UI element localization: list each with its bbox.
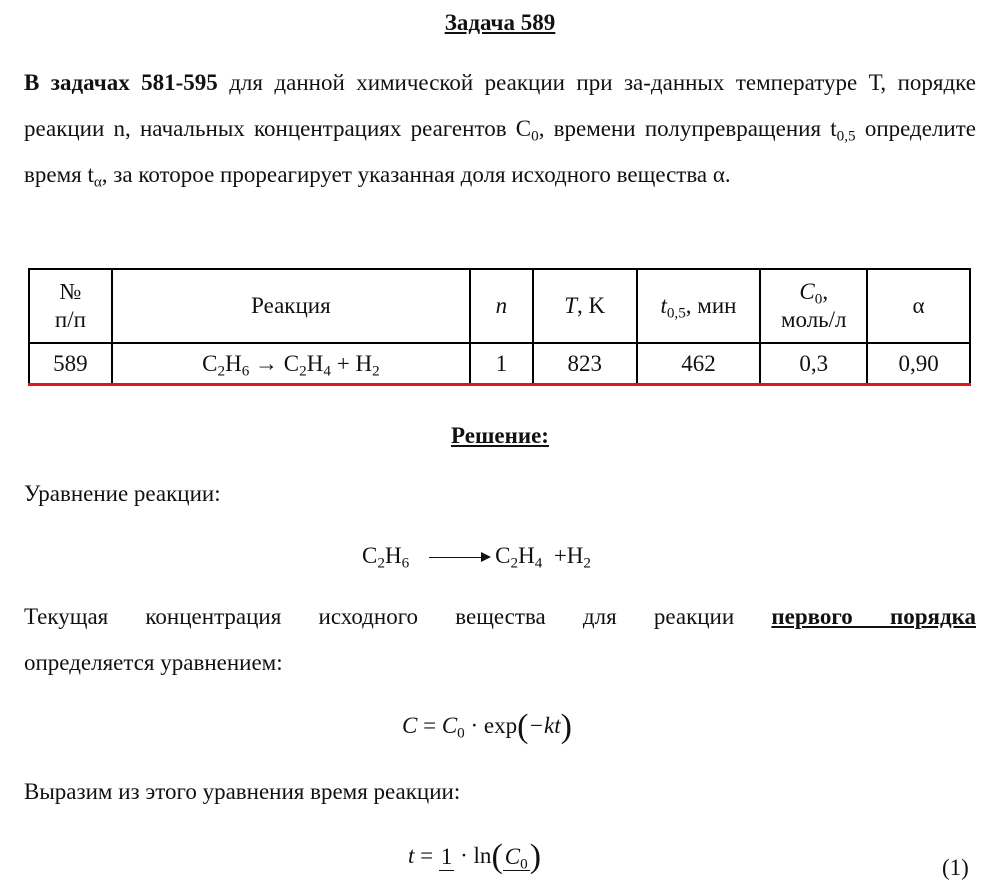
table-row	[29, 343, 970, 385]
solution-heading: Решение:	[451, 423, 549, 448]
intro-bold: В задачах 581-595	[24, 70, 218, 95]
intro-text4: , за которое прореагирует указанная доля исходного вещества α.	[101, 162, 731, 187]
intro-ta-sub: α	[93, 173, 102, 191]
fraction-one-over-k: 1	[440, 844, 453, 870]
reaction-equation: $C_2H_6$ $C_2H_4 +H_2$	[362, 543, 591, 572]
header-n: n	[470, 269, 533, 343]
equation-label: Уравнение реакции:	[24, 481, 221, 506]
reaction-arrow-icon: →	[255, 351, 279, 376]
concentration-paragraph-line1: Текущая концентрация исходного вещества для реакции первого порядка	[24, 604, 976, 629]
concentration-formula: $C = C_0 \cdot \exp(-kt)$	[402, 708, 572, 745]
header-temperature: T, K	[533, 269, 637, 343]
cell-temperature: 823	[533, 343, 637, 385]
intro-c0-sub: 0	[531, 127, 539, 145]
header-reaction: Реакция	[112, 269, 470, 343]
problem-title: Задача 589	[444, 10, 556, 35]
table-header-row	[29, 269, 970, 343]
cell-half-life: 462	[637, 343, 761, 385]
equation-number: (1)	[942, 855, 969, 880]
intro-text3: определите время t	[24, 116, 976, 187]
header-number: № п/п	[29, 269, 112, 343]
express-time-text: Выразим из этого уравнения время реакции:	[24, 779, 461, 804]
concentration-paragraph-line2: определяется уравнением:	[24, 650, 283, 675]
intro-text: для данной химической реакции при за-данных температуре Т, порядке реакции n, начальных концентрациях реагентов С	[24, 70, 976, 141]
cell-number: 589	[29, 343, 112, 385]
header-concentration: $C_0$, моль/л	[760, 269, 867, 343]
header-half-life: $t_{0,5}$, мин	[637, 269, 761, 343]
intro-t-sub: 0,5	[836, 127, 856, 145]
long-arrow-icon	[429, 557, 489, 559]
cell-alpha: 0,90	[867, 343, 970, 385]
header-alpha: α	[867, 269, 970, 343]
first-order-emphasis: первого порядка	[771, 604, 976, 629]
cell-reaction: $C_2H_6 \to C_2H_4 + H_2$	[112, 343, 470, 385]
cell-concentration: 0,3	[760, 343, 867, 385]
red-underline	[28, 383, 971, 386]
cell-n: 1	[470, 343, 533, 385]
data-table	[28, 268, 971, 386]
intro-paragraph	[24, 60, 976, 198]
intro-text2: , времени полупревращения t	[538, 116, 837, 141]
time-formula: t = 1 · ln( $C_0$ )	[408, 838, 542, 875]
fraction-c0-over-c: $C_0$	[504, 844, 528, 873]
